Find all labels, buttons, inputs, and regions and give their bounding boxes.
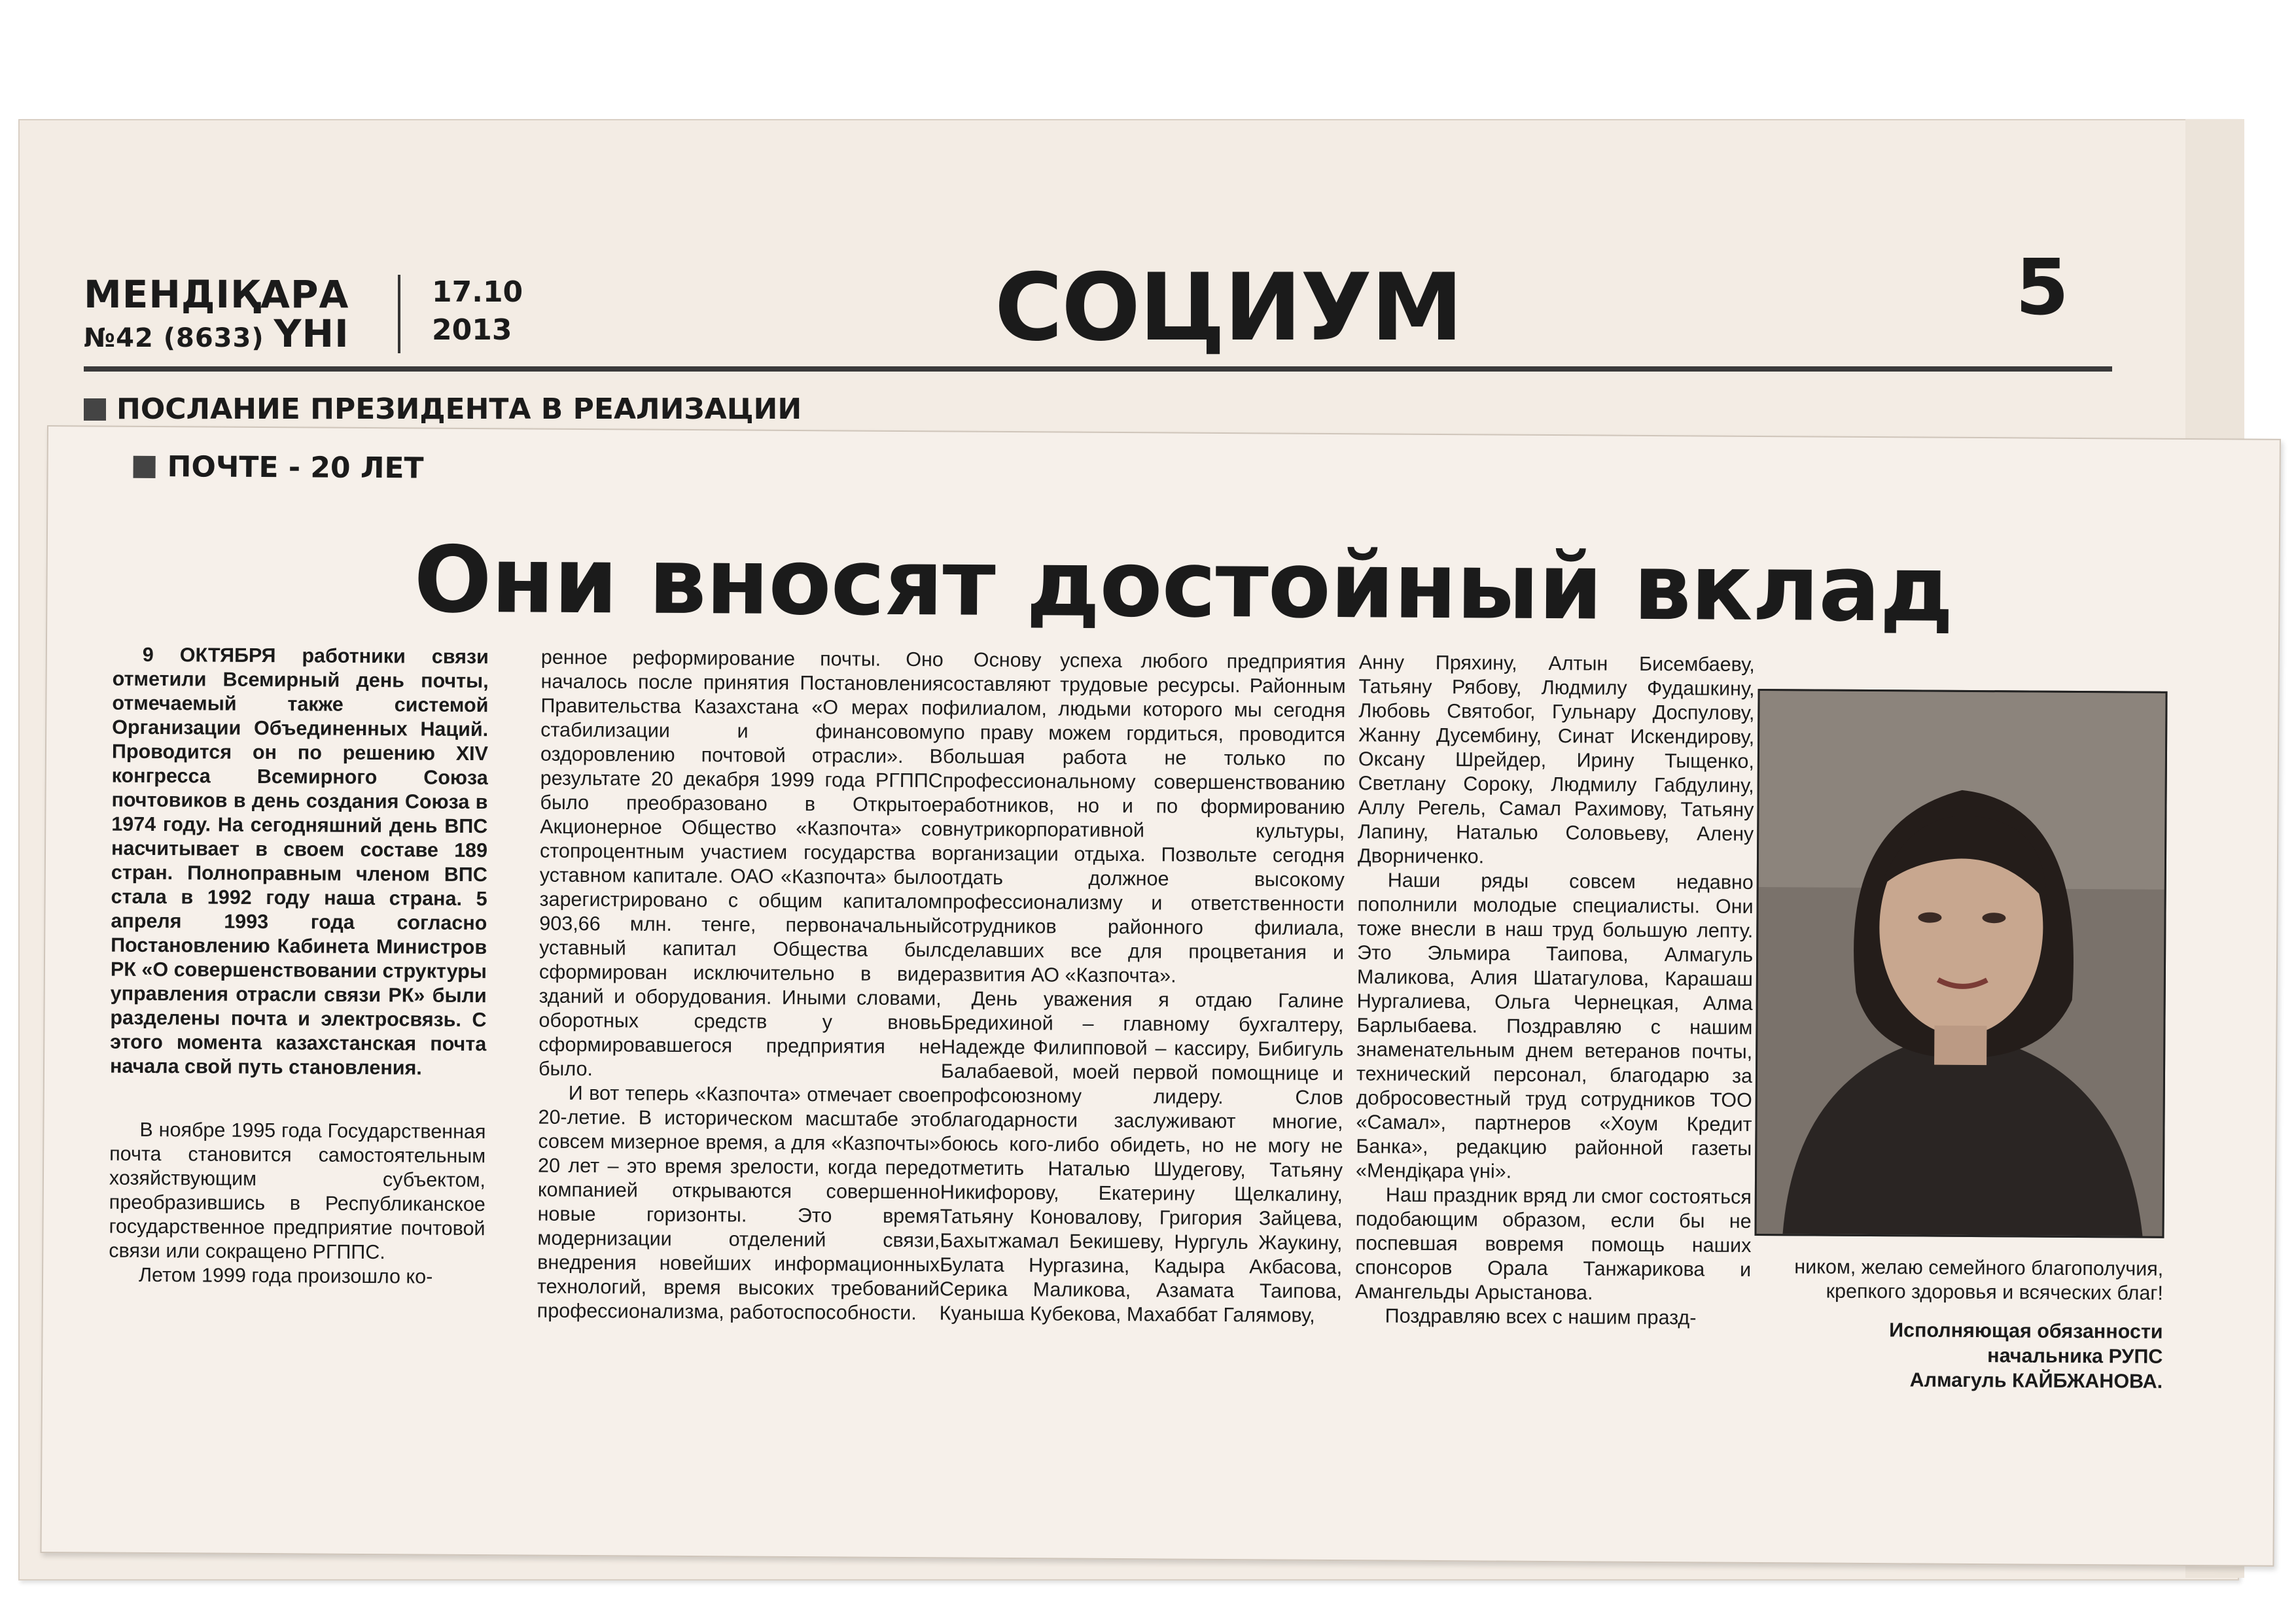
article-paragraph: В ноябре 1995 года Государственная почта становится самостоятельным хозяйствующим субъектом, преобразившись в Республиканское государственное предприятие почтовой связи или сокращено РГППС.: [109, 1118, 486, 1264]
article-clipping: [40, 425, 2280, 1567]
issue-date: [432, 273, 523, 349]
logo-word: ҮНІ: [274, 311, 349, 356]
article-paragraph: Основу успеха любого предприятия составляют трудовые ресурсы. Районным филиалом, людьми которого мы сегодня по праву можем гордиться, проводится большая работа не только по профессиональному совершенствованию работников, но и по формированию внутрикорпоративной культуры, организации отдыха. Позвольте сегодня отдать должное высокому профессионализму и ответственности сотрудников районного филиала, сделавших все для процветания и развития АО «Казпочта».: [941, 648, 1346, 987]
back-page-heading: [84, 393, 802, 426]
issue-number: №42 (8633): [84, 323, 264, 353]
issue-date-day: 17.10: [432, 275, 523, 309]
masthead-rule: [84, 366, 2112, 372]
signature-position: начальника РУПС: [1987, 1344, 2163, 1368]
newspaper-logo: [84, 272, 349, 358]
article-paragraph: Летом 1999 года произошло ко-: [138, 1263, 433, 1288]
rubric-bullet-icon: [133, 455, 156, 478]
article-signature: [1770, 1317, 2163, 1394]
signature-title: Исполняющая обязанности: [1889, 1319, 2163, 1343]
article-paragraph: День уважения я отдаю Галине Бредихиной – главному бухгалтеру, Надежде Филипповой – кассиру, Бибигуль Балабаевой, моей первой помощнице и профсоюзному лидеру. Слов благодарности заслуживают многие, боюсь кого-либо обидеть, но не могу не отметить Наталью Шудегову, Татьяну Никифорову, Екатерину Щелкалину, Татьяну Коновалову, Григория Зайцева, Бахытжамал Бекишеву, Нургуль Жаукину, Булата Нургазина, Кадыра Акбасова, Серика Маликова, Азамата Таипова, Куаныша Кубекова, Махаббат Галямову,: [939, 987, 1344, 1327]
article-column-3: [940, 648, 1346, 1328]
article-rubric: [133, 450, 423, 485]
article-column-1: [109, 643, 489, 1289]
heading-bullet-icon: [84, 398, 106, 421]
logo-title: МЕНДІҚАРА: [84, 272, 349, 317]
article-paragraph: Анну Пряхину, Алтын Бисембаеву, Татьяну Рябову, Людмилу Фудашкину, Любовь Святобог, Гульнару Доспулову, Жанну Дусембину, Синат Искендирову, Оксану Шрейдер, Ирину Тыщенко, Светлану Сороку, Людмилу Габдулину, Аллу Регель, Самал Рахимову, Татьяну Лапину, Наталью Соловьеву, Алену Дворниченко.: [1357, 651, 1755, 868]
article-column-2: [537, 646, 944, 1326]
article-headline: Они вносят достойный вклад: [414, 527, 1954, 643]
article-paragraph: И вот теперь «Казпочта» отмечает свое 20-летие. В историческом масштабе это совсем мизерное время, а для «Казпочты» 20 лет – это время зрелости, когда перед компанией открываются совершенно новые горизонты. Это время модернизации отделений связи, внедрения новейших информационных технологий, время высоких требований профессионализма, работоспособности.: [537, 1081, 941, 1325]
article-paragraph: 9 ОКТЯБРЯ работники связи отметили Всемирный день почты, отмечаемый также системой Организации Объединенных Наций. Проводится он по решению XIV конгресса Всемирного Союза почтовиков в день создания Союза в 1974 году. На сегодняшний день ВПС насчитывает в своем составе 189 стран. Полноправным членом ВПС стала в 1992 году наша страна. 5 апреля 1993 года согласно Постановлению Кабинета Министров РК «О совершенствовании структуры управления отрасли связи РК» были разделены почта и электросвязь. С этого момента казахстанская почта начала свой путь становления.: [109, 643, 489, 1079]
author-photo: [1754, 689, 2167, 1238]
article-paragraph: Поздравляю всех с нашим празд-: [1385, 1304, 1697, 1329]
back-page-heading-text: ПОСЛАНИЕ ПРЕЗИДЕНТА В РЕАЛИЗАЦИИ: [116, 393, 802, 426]
article-column-4: [1355, 650, 1755, 1331]
masthead-separator: [398, 275, 400, 353]
article-paragraph: Наш праздник вряд ли смог состояться подобающим образом, если бы не поспевшая вовремя помощь наших спонсоров Орала Танжарикова и Амангельды Арыстанова.: [1354, 1183, 1752, 1304]
signature-name: Алмагуль КАЙБЖАНОВА.: [1909, 1369, 2163, 1393]
logo-subline: [84, 311, 349, 358]
page-number: 5: [2015, 242, 2070, 332]
article-paragraph: ренное реформирование почты. Оно началось после принятия Постановления Правительства Казахстана «О мерах по стабилизации и финансовому оздоровлению почтовой отрасли». В результате 20 декабря 1999 года РГППС было преобразовано в Открытое Акционерное Общество «Казпочта» со стопроцентным участием государства в уставном капитале. ОАО «Казпочта» было зарегистрировано с общим капиталом 903,66 млн. тенге, первоначальный уставный капитал Общества был сформирован исключительно в виде зданий и оборудования. Иными словами, оборотных средств у вновь сформировавшегося предприятия не было.: [538, 646, 944, 1081]
article-paragraph: Наши ряды совсем недавно пополнили молодые специалисты. Они тоже внесли в наш труд большую лепту. Это Эльмира Таипова, Алмагуль Маликова, Алия Шатагулова, Карашаш Нургалиева, Ольга Чернецкая, Алма Барлыбаева. Поздравляю с нашим знаменательным днем ветеранов почты, технический персонал, благодарю за добросовестный труд сотрудников ТОО «Самал», партнеров «Хоум Кредит Банка», редакцию районной газеты «Мендіқара үні».: [1355, 869, 1754, 1183]
article-column-5: ником, желаю семейного благополучия, крепкого здоровья и всяческих благ!: [1794, 1255, 2164, 1304]
portrait-image: [1756, 691, 2165, 1236]
rubric-text: ПОЧТЕ - 20 ЛЕТ: [167, 450, 424, 485]
issue-date-year: 2013: [432, 313, 512, 347]
section-title: СОЦИУМ: [995, 254, 1462, 362]
